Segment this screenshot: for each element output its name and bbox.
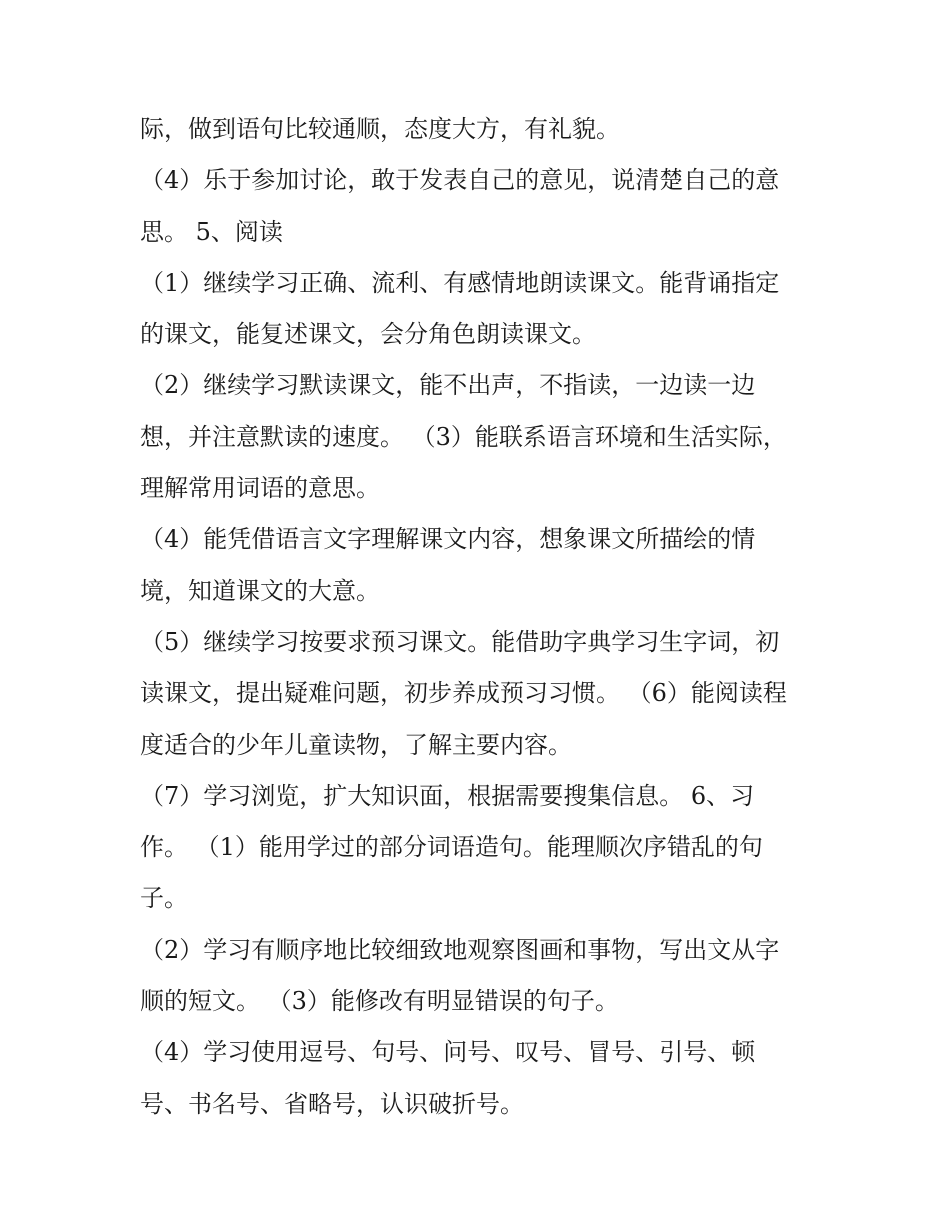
text-line: 作。 （1）能用学过的部分词语造句。能理顺次序错乱的句 xyxy=(140,833,763,862)
text-line: 度适合的少年儿童读物，了解主要内容。 xyxy=(140,730,572,759)
text-line: 际，做到语句比较通顺，态度大方，有礼貌。 xyxy=(140,115,620,143)
document-body xyxy=(140,104,812,1130)
text-line: （4）能凭借语言文字理解课文内容，想象课文所描绘的情 xyxy=(140,525,756,554)
text-line: 理解常用词语的意思。 xyxy=(140,474,380,503)
text-line: 读课文，提出疑难问题，初步养成预习习惯。 （6）能阅读程 xyxy=(140,679,787,708)
text-line: （2）学习有顺序地比较细致地观察图画和事物，写出文从字 xyxy=(140,935,780,964)
text-line: （4）乐于参加讨论，敢于发表自己的意见，说清楚自己的意 xyxy=(140,166,780,195)
text-line: 顺的短文。 （3）能修改有明显错误的句子。 xyxy=(140,987,619,1016)
text-line: 号、书名号、省略号，认识破折号。 xyxy=(140,1089,524,1118)
text-line: （1）继续学习正确、流利、有感情地朗读课文。能背诵指定 xyxy=(140,268,780,297)
text-line: （7）学习浏览，扩大知识面，根据需要搜集信息。 6、习 xyxy=(140,781,755,810)
text-line: 的课文，能复述课文，会分角色朗读课文。 xyxy=(140,320,596,349)
text-line: 子。 xyxy=(140,884,188,913)
text-line: （5）继续学习按要求预习课文。能借助字典学习生字词，初 xyxy=(140,627,780,656)
text-line: 境，知道课文的大意。 xyxy=(140,576,380,605)
text-line: 思。 5、阅读 xyxy=(140,217,283,246)
text-line: （4）学习使用逗号、句号、问号、叹号、冒号、引号、顿 xyxy=(140,1038,756,1067)
text-line: （2）继续学习默读课文，能不出声，不指读，一边读一边 xyxy=(140,371,756,400)
text-line: 想，并注意默读的速度。 （3）能联系语言环境和生活实际， xyxy=(140,422,787,451)
